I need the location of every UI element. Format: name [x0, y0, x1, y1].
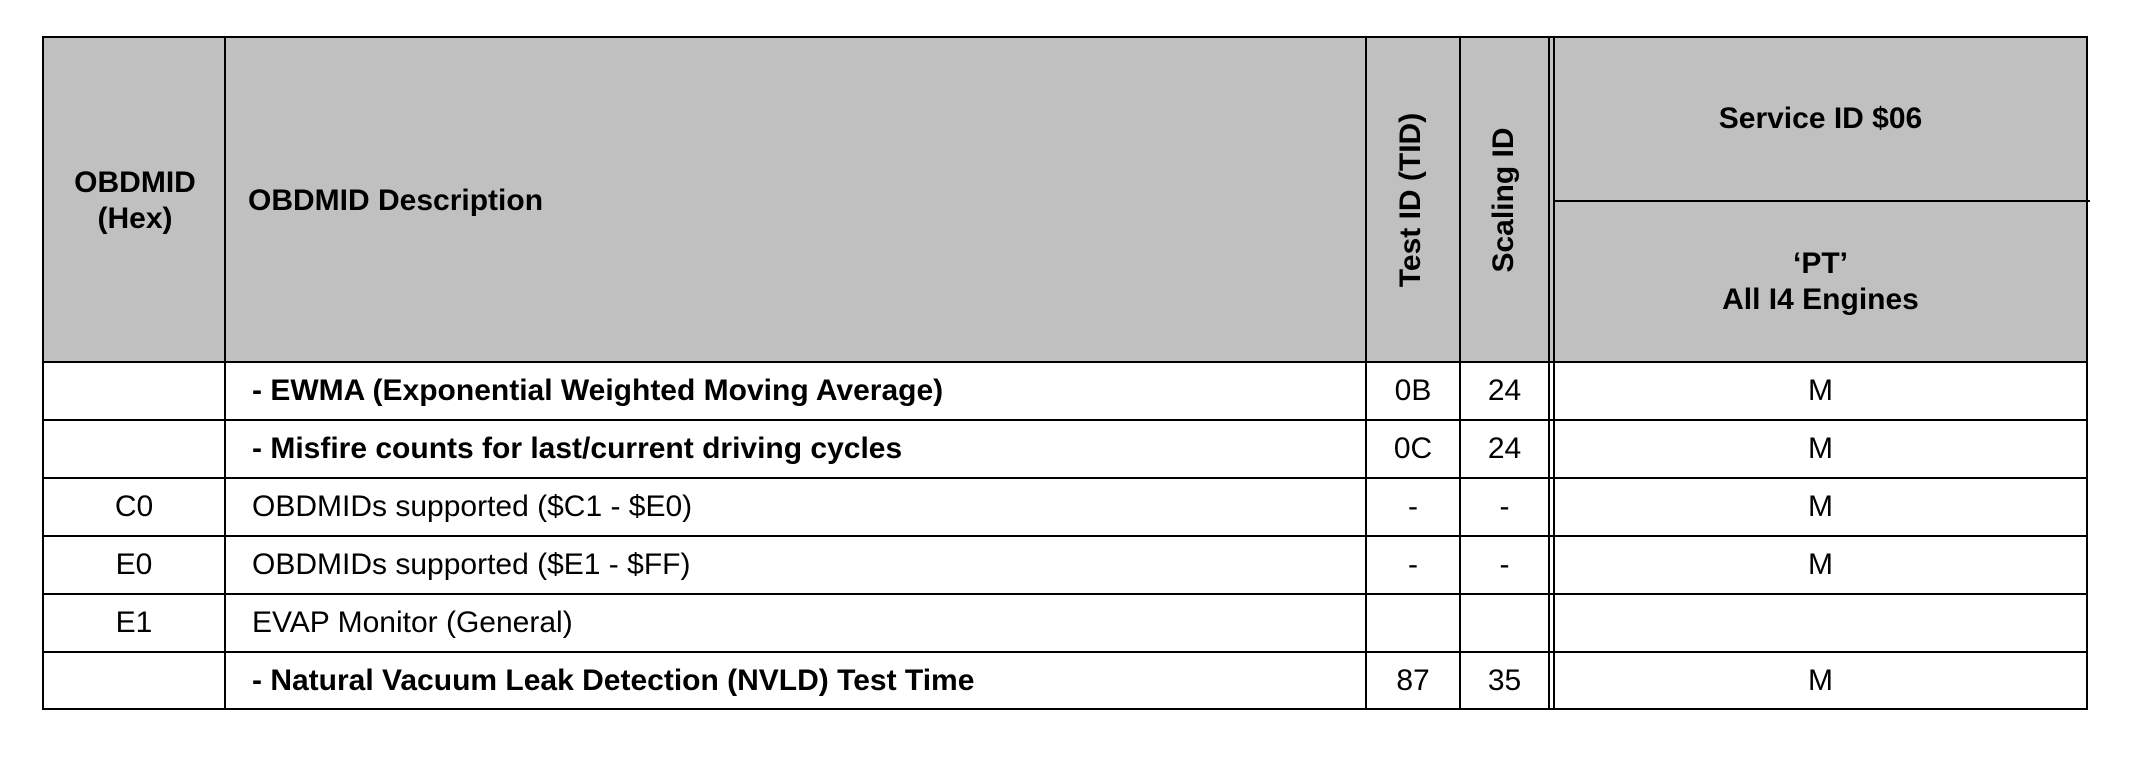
table-row-1-service: M	[1808, 432, 1833, 465]
table-row-2-description: OBDMIDs supported ($C1 - $E0)	[252, 490, 693, 523]
table-row-2-tid: -	[1408, 490, 1418, 523]
table-row-2-obdmid: C0	[114, 490, 154, 523]
table-row-2-scaling: -	[1499, 490, 1510, 523]
table-row-0-tid: 0B	[1394, 374, 1432, 407]
header-service-id	[1555, 38, 2086, 200]
table-row-0-service: M	[1808, 374, 1833, 407]
table-row-3-service: M	[1808, 548, 1833, 581]
table-row-1-description: - Misfire counts for last/current driving cycles	[252, 432, 903, 465]
table-row-5-service: M	[1808, 663, 1833, 697]
table-row-4-scaling	[1461, 595, 1548, 651]
table-row-3-scaling: -	[1499, 548, 1510, 581]
table-row-0-obdmid	[44, 363, 224, 419]
header-test-id: Test ID (TID)	[1394, 112, 1427, 288]
table-row-0-description: - EWMA (Exponential Weighted Moving Average)	[252, 374, 944, 407]
table-row-5-obdmid	[44, 653, 224, 708]
table-row-4-obdmid: E1	[115, 606, 153, 639]
header-obdmid-line1: OBDMID	[74, 165, 196, 199]
table-row-3-tid: -	[1408, 548, 1418, 581]
table-row-4-tid	[1367, 595, 1459, 651]
table-row-1-tid: 0C	[1393, 432, 1433, 465]
table-row-4-description: EVAP Monitor (General)	[252, 606, 573, 639]
header-scaling-id: Scaling ID	[1487, 127, 1520, 273]
table-row-3-obdmid: E0	[115, 548, 153, 581]
header-pt-engines	[1555, 202, 2086, 361]
table-row-5-tid: 87	[1396, 663, 1430, 697]
table-row-0-scaling: 24	[1487, 374, 1522, 407]
header-obdmid-line2: (Hex)	[97, 201, 173, 235]
header-pt-line2: All I4 Engines	[1722, 282, 1919, 316]
table-row-2-service: M	[1808, 490, 1833, 523]
table-row-5-scaling: 35	[1487, 663, 1522, 697]
table-row-5-description: - Natural Vacuum Leak Detection (NVLD) Test Time	[252, 663, 975, 697]
header-service-id-label: Service ID $06	[1718, 102, 1923, 135]
table-row-3-description: OBDMIDs supported ($E1 - $FF)	[252, 548, 691, 581]
table-row-1-scaling: 24	[1487, 432, 1522, 465]
header-description	[226, 38, 1365, 363]
table-row-1-obdmid	[44, 421, 224, 477]
header-obdmid	[44, 38, 226, 363]
header-pt-line1: ‘PT’	[1792, 246, 1848, 280]
obdmid-table	[42, 36, 2088, 710]
col-line-4a	[1548, 38, 1550, 708]
table-row-4-service	[1555, 595, 2086, 651]
header-description-label: OBDMID Description	[248, 183, 544, 217]
